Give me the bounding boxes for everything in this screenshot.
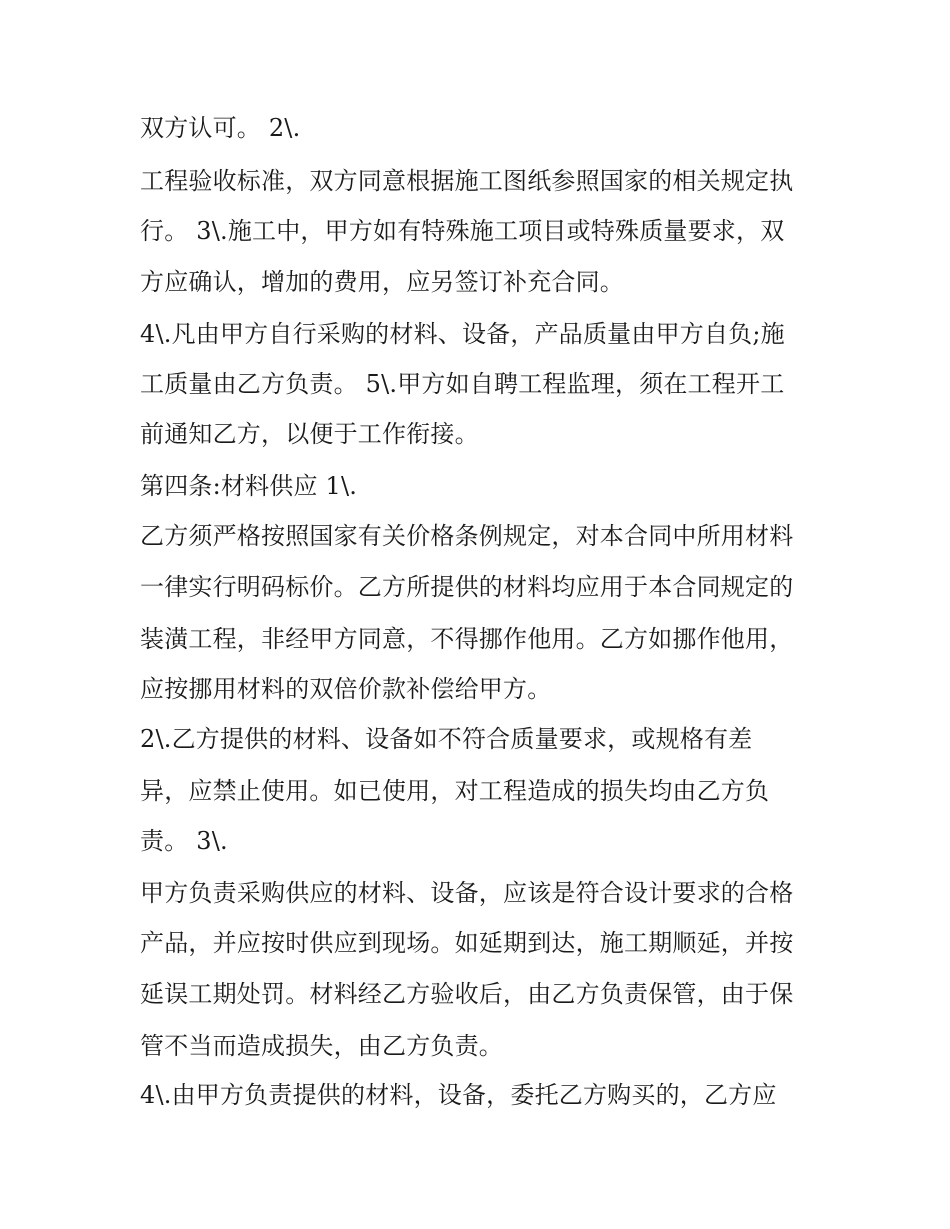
text-line-11: 装潢工程，非经甲方同意，不得挪作他用。乙方如挪作他用， [140,625,794,653]
text-line-19: 管不当而造成损失，由乙方负责。 [140,1032,503,1060]
text-line-10: 一律实行明码标价。乙方所提供的材料均应用于本合同规定的 [140,573,794,601]
text-line-1: 双方认可。 2\. [140,114,301,142]
text-line-12: 应按挪用材料的双倍价款补偿给甲方。 [140,675,552,703]
text-line-3: 行。 3\.施工中，甲方如有特殊施工项目或特殊质量要求，双 [140,217,785,245]
text-line-7: 前通知乙方，以便于工作衔接。 [140,420,479,448]
text-line-15: 责。 3\. [140,827,228,855]
text-line-16: 甲方负责采购供应的材料、设备，应该是符合设计要求的合格 [140,879,794,907]
text-line-14: 异，应禁止使用。如已使用，对工程造成的损失均由乙方负 [140,777,770,805]
text-line-13: 2\.乙方提供的材料、设备如不符合质量要求，或规格有差 [140,725,753,753]
text-line-5: 4\.凡由甲方自行采购的材料、设备，产品质量由甲方自负;施 [140,320,785,348]
text-line-6: 工质量由乙方负责。 5\.甲方如自聘工程监理，须在工程开工 [140,370,785,398]
text-line-17: 产品，并应按时供应到现场。如延期到达，施工期顺延，并按 [140,929,794,957]
text-line-4: 方应确认，增加的费用，应另签订补充合同。 [140,268,624,296]
text-line-9: 乙方须严格按照国家有关价格条例规定，对本合同中所用材料 [140,522,794,550]
text-line-20: 4\.由甲方负责提供的材料，设备，委托乙方购买的，乙方应 [140,1081,777,1109]
text-line-2: 工程验收标准，双方同意根据施工图纸参照国家的相关规定执 [140,167,794,195]
text-line-18: 延误工期处罚。材料经乙方验收后，由乙方负责保管，由于保 [140,980,794,1008]
text-line-8: 第四条:材料供应 1\. [140,472,358,500]
